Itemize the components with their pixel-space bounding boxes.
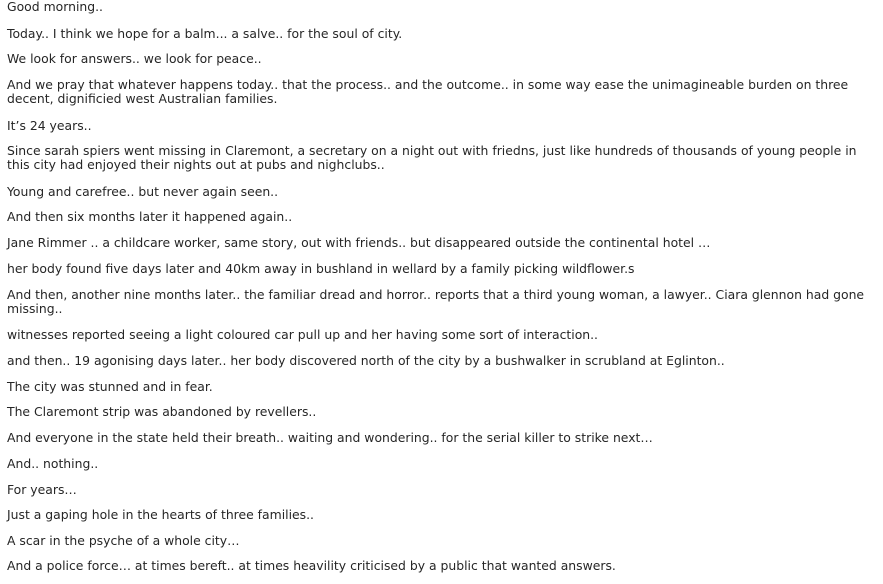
paragraph: Since sarah spiers went missing in Claremont, a secretary on a night out with friedns, just like hundreds of thousands of young people in this city had enjoyed their nights out at pubs and nighclubs.. — [7, 143, 857, 172]
paragraph: The Claremont strip was abandoned by revellers.. — [7, 404, 317, 419]
paragraph: Good morning.. — [7, 0, 103, 14]
paragraph: And everyone in the state held their breath.. waiting and wondering.. for the serial killer to strike next… — [7, 430, 653, 445]
paragraph: And then, another nine months later.. the familiar dread and horror.. reports that a third young woman, a lawyer.. Ciara glennon had gone missing.. — [7, 287, 865, 316]
paragraph: For years… — [7, 482, 77, 497]
paragraph: Young and carefree.. but never again seen.. — [7, 184, 279, 199]
paragraph: Jane Rimmer .. a childcare worker, same story, out with friends.. but disappeared outside the continental hotel … — [7, 235, 711, 250]
paragraph: And then six months later it happened again.. — [7, 209, 293, 224]
paragraph: The city was stunned and in fear. — [7, 379, 213, 394]
paragraph: Just a gaping hole in the hearts of three families.. — [7, 507, 314, 522]
paragraph: A scar in the psyche of a whole city… — [7, 533, 240, 548]
paragraph: We look for answers.. we look for peace.. — [7, 51, 262, 66]
paragraph: witnesses reported seeing a light coloured car pull up and her having some sort of interaction.. — [7, 327, 598, 342]
paragraph: Today.. I think we hope for a balm... a salve.. for the soul of city. — [7, 26, 403, 41]
paragraph: and then.. 19 agonising days later.. her body discovered north of the city by a bushwalker in scrubland at Eglinton.. — [7, 353, 725, 368]
paragraph: It’s 24 years.. — [7, 118, 92, 133]
paragraph: And a police force… at times bereft.. at times heavility criticised by a public that wanted answers. — [7, 558, 616, 573]
paragraph: And we pray that whatever happens today.. that the process.. and the outcome.. in some way ease the unimagineable burden on three decent, dignificied west Australian families. — [7, 77, 849, 106]
paragraph: And.. nothing.. — [7, 456, 99, 471]
paragraph: her body found five days later and 40km away in bushland in wellard by a family picking wildflower.s — [7, 261, 635, 276]
